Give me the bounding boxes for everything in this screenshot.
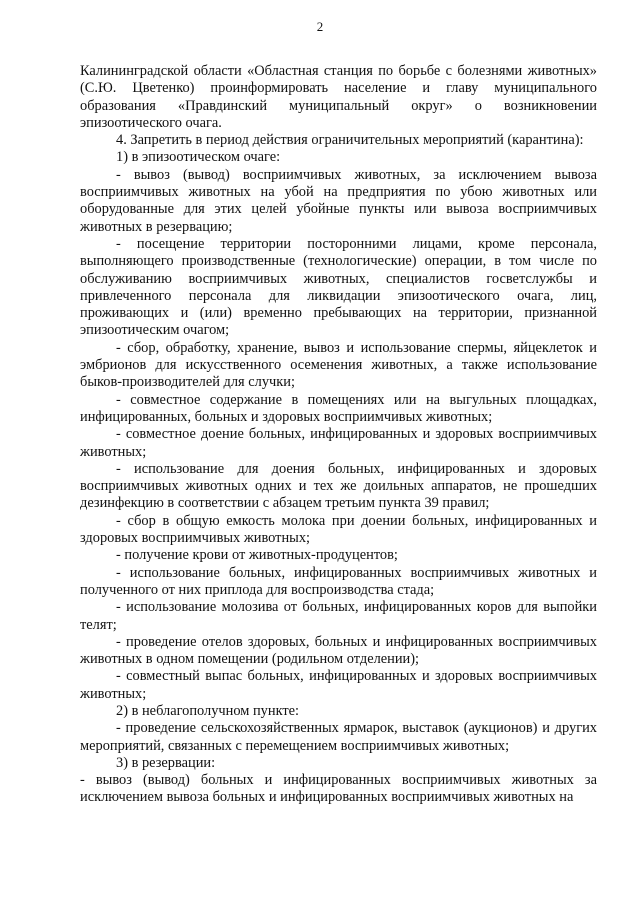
paragraph: - посещение территории посторонними лицами, кроме персонала, выполняющего производственные (технологические) операции, в том числе по обслуживанию восприимчивых животных, специалистов госветслужбы и привлеченного персонала для ликвидации эпизоотического очага, лиц, проживающих и (или) временно пребывающих на территории, признанной эпизоотическим очагом; — [80, 235, 597, 339]
paragraph: - вывоз (вывод) больных и инфицированных восприимчивых животных за исключением вывоза больных и инфицированных восприимчивых животных на — [80, 772, 597, 806]
paragraph: - совместное содержание в помещениях или на выгульных площадках, инфицированных, больных и здоровых восприимчивых животных; — [80, 391, 597, 425]
paragraph: 3) в резервации: — [116, 754, 216, 771]
paragraph: - сбор в общую емкость молока при доении больных, инфицированных и здоровых восприимчивых животных; — [80, 512, 597, 547]
paragraph: 1) в эпизоотическом очаге: — [116, 149, 281, 166]
paragraph: 2) в неблагополучном пункте: — [116, 702, 300, 719]
paragraph: - сбор, обработку, хранение, вывоз и использование спермы, яйцеклеток и эмбрионов для искусственного осеменения животных, а также использование быков-производителей для случки; — [80, 339, 597, 391]
page-number: 2 — [316, 19, 324, 34]
paragraph: - совместный выпас больных, инфицированных и здоровых восприимчивых животных; — [80, 668, 597, 702]
paragraph: - использование молозива от больных, инфицированных коров для выпойки телят; — [80, 599, 597, 633]
paragraph: - совместное доение больных, инфицированных и здоровых восприимчивых животных; — [80, 426, 597, 460]
paragraph: - проведение отелов здоровых, больных и инфицированных восприимчивых животных в одном помещении (родильном отделении); — [80, 633, 597, 668]
paragraph: Калининградской области «Областная станция по борьбе с болезнями животных» (С.Ю. Цветенко) проинформировать население и главу муниципального образования «Правдинский муниципальный округ» о возникновении эпизоотического очага. — [80, 63, 597, 131]
paragraph: - вывоз (вывод) восприимчивых животных, за исключением вывоза восприимчивых животных на убой на предприятия по убою животных или оборудованные для этих целей убойные пункты или вывоза восприимчивых животных в резервацию; — [80, 166, 597, 235]
paragraph: - использование для доения больных, инфицированных и здоровых восприимчивых животных одних и тех же доильных аппаратов, не прошедших дезинфекцию в соответствии с абзацем третьим пункта 39 правил; — [80, 460, 597, 512]
document-body — [80, 63, 597, 807]
paragraph: - получение крови от животных-продуцентов; — [116, 547, 398, 564]
paragraph: 4. Запретить в период действия ограничительных мероприятий (карантина): — [116, 132, 584, 149]
paragraph: - проведение сельскохозяйственных ярмарок, выставок (аукционов) и других мероприятий, связанных с перемещением восприимчивых животных; — [80, 720, 597, 754]
paragraph: - использование больных, инфицированных восприимчивых животных и полученного от них приплода для воспроизводства стада; — [80, 564, 597, 598]
